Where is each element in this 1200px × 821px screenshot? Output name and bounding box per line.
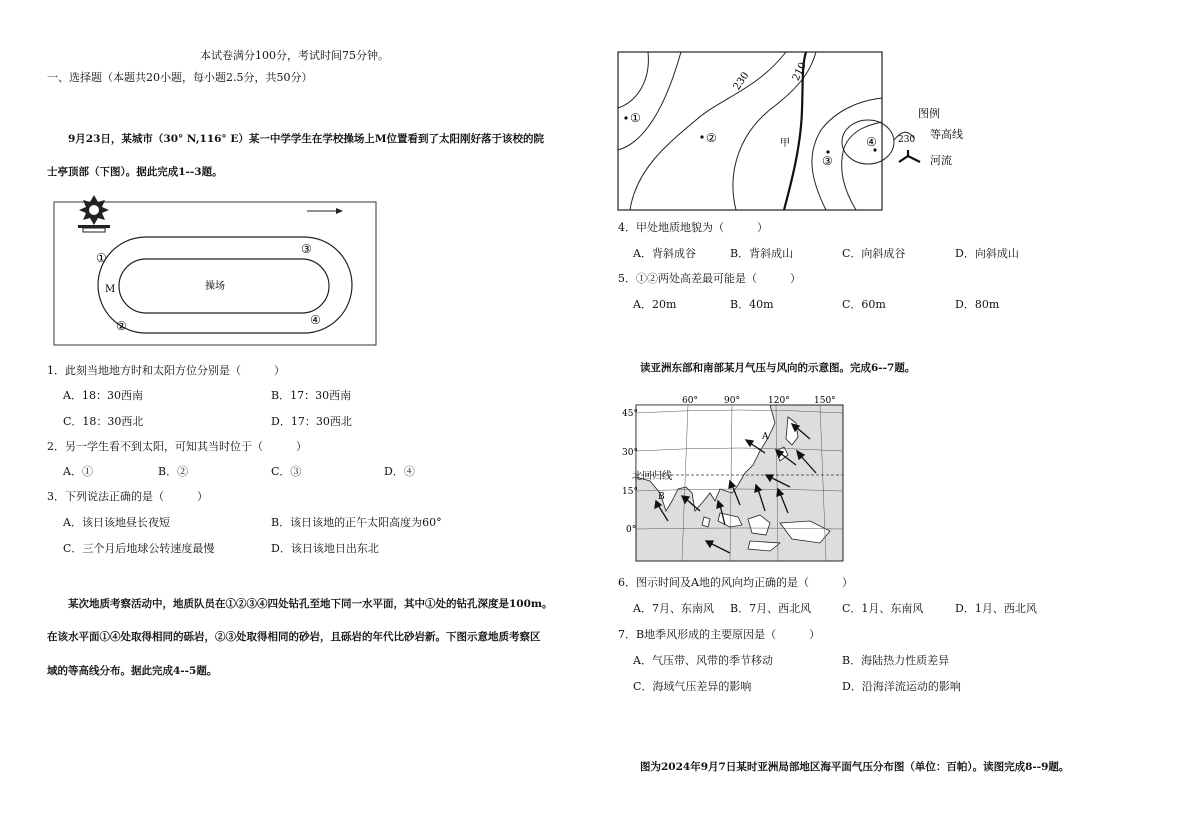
contour-label-210: 210 [790, 60, 809, 83]
q7-option-d: D．沿海洋流运动的影响 [842, 680, 961, 693]
q2-stem: 2．另一学生看不到太阳，可知其当时位于（ ） [47, 440, 307, 453]
q1-stem: 1．此刻当地地方时和太阳方位分别是（ ） [47, 364, 285, 377]
q7-option-c: C．海域气压差异的影响 [633, 680, 752, 693]
contour-point-4: ④ [866, 135, 877, 149]
lon-label-150: 150° [814, 396, 836, 406]
section-heading: 一、选择题（本题共20小题，每小题2.5分，共50分） [47, 71, 313, 84]
q1-option-a: A．18：30西南 [63, 389, 143, 402]
q1-option-c: C．18：30西北 [63, 415, 144, 428]
q4-option-a: A．背斜成谷 [633, 247, 696, 260]
q3-stem: 3．下列说法正确的是（ ） [47, 490, 208, 503]
q6-option-b: B．7月、西北风 [730, 602, 812, 615]
q5-option-b: B．40m [730, 298, 774, 311]
tropic-label: 北回归线 [632, 471, 672, 482]
contour-point-3: ③ [822, 154, 833, 168]
q5-option-d: D．80m [955, 298, 1000, 311]
intro2-line1: 某次地质考察活动中，地质队员在①②③④四处钻孔至地下同一水平面，其中①处的钻孔深度是100m。 [68, 598, 553, 610]
q2-option-d: D．④ [384, 465, 415, 478]
point-2: ② [116, 319, 127, 333]
lon-label-90: 90° [724, 396, 740, 406]
intro1-line1: 9月23日，某城市（30° N,116° E）某一中学学生在学校操场上M位置看到了太阳刚好落于该校的院 [68, 133, 544, 145]
point-b-label: B [658, 492, 665, 502]
q7-stem: 7．B地季风形成的主要原因是（ ） [618, 628, 821, 641]
field-label: 操场 [205, 281, 225, 292]
contour-label-230a: 230 [731, 70, 752, 93]
intro2-line2: 在该水平面①④处取得相同的砾岩，②③处取得相同的砂岩，且砾岩的年代比砂岩新。下图示意地质考察区 [47, 631, 541, 643]
lat-label-45: 45° [622, 409, 638, 419]
intro1-line2: 士亭顶部（下图）。据此完成1--3题。 [47, 166, 223, 178]
q7-option-a: A．气压带、风带的季节移动 [633, 654, 773, 667]
lon-label-60: 60° [682, 396, 698, 406]
contour-point-2: ② [706, 131, 717, 145]
q2-option-a: A．① [63, 465, 93, 478]
lat-label-30: 30° [622, 448, 638, 458]
q4-option-d: D．向斜成山 [955, 247, 1019, 260]
q6-stem: 6．图示时间及A地的风向均正确的是（ ） [618, 576, 853, 589]
q5-option-c: C．60m [842, 298, 886, 311]
q3-option-d: D．该日该地日出东北 [271, 542, 379, 555]
contour-point-1: ① [630, 111, 641, 125]
q6-option-c: C．1月、东南风 [842, 602, 924, 615]
q1-option-d: D．17：30西北 [271, 415, 352, 428]
legend-contour-value: 230 [898, 135, 916, 145]
asia-monsoon-map [620, 393, 846, 565]
lon-label-120: 120° [768, 396, 790, 406]
lat-label-0: 0° [626, 525, 637, 535]
point-3: ③ [301, 242, 312, 256]
q3-option-b: B．该日该地的正午太阳高度为60° [271, 516, 442, 529]
q5-stem: 5．①②两处高差最可能是（ ） [618, 272, 801, 285]
q4-option-c: C．向斜成谷 [842, 247, 906, 260]
intro4-line1: 图为2024年9月7日某时亚洲局部地区海平面气压分布图（单位：百帕）。读图完成8--9题。 [640, 761, 1070, 773]
q3-option-c: C．三个月后地球公转速度最慢 [63, 542, 215, 555]
q2-option-c: C．③ [271, 465, 302, 478]
jia-label: 甲 [780, 138, 790, 149]
legend-river-symbol [899, 150, 920, 162]
m-label: M [105, 284, 116, 295]
q1-option-b: B．17：30西南 [271, 389, 352, 402]
point-4: ④ [310, 313, 321, 327]
point-a-label: A [762, 432, 769, 442]
point-1: ① [96, 251, 107, 265]
q3-option-a: A．该日该地昼长夜短 [63, 516, 170, 529]
lat-label-15: 15° [622, 487, 638, 497]
q7-option-b: B．海陆热力性质差异 [842, 654, 950, 667]
contour-map-figure [616, 50, 976, 213]
q6-option-a: A．7月、东南风 [633, 602, 714, 615]
exam-note: 本试卷满分100分，考试时间75分钟。 [200, 49, 389, 62]
playground-figure [52, 195, 378, 347]
legend-contour-label: 等高线 [930, 128, 963, 141]
q4-option-b: B．背斜成山 [730, 247, 794, 260]
legend-river-label: 河流 [930, 154, 952, 167]
q6-option-d: D．1月、西北风 [955, 602, 1037, 615]
q5-option-a: A．20m [633, 298, 677, 311]
intro2-line3: 域的等高线分布。据此完成4--5题。 [47, 665, 218, 677]
q2-option-b: B．② [158, 465, 189, 478]
legend-title: 图例 [918, 107, 940, 120]
intro3-line1: 读亚洲东部和南部某月气压与风向的示意图。完成6--7题。 [640, 362, 916, 374]
q4-stem: 4．甲处地质地貌为（ ） [618, 221, 768, 234]
